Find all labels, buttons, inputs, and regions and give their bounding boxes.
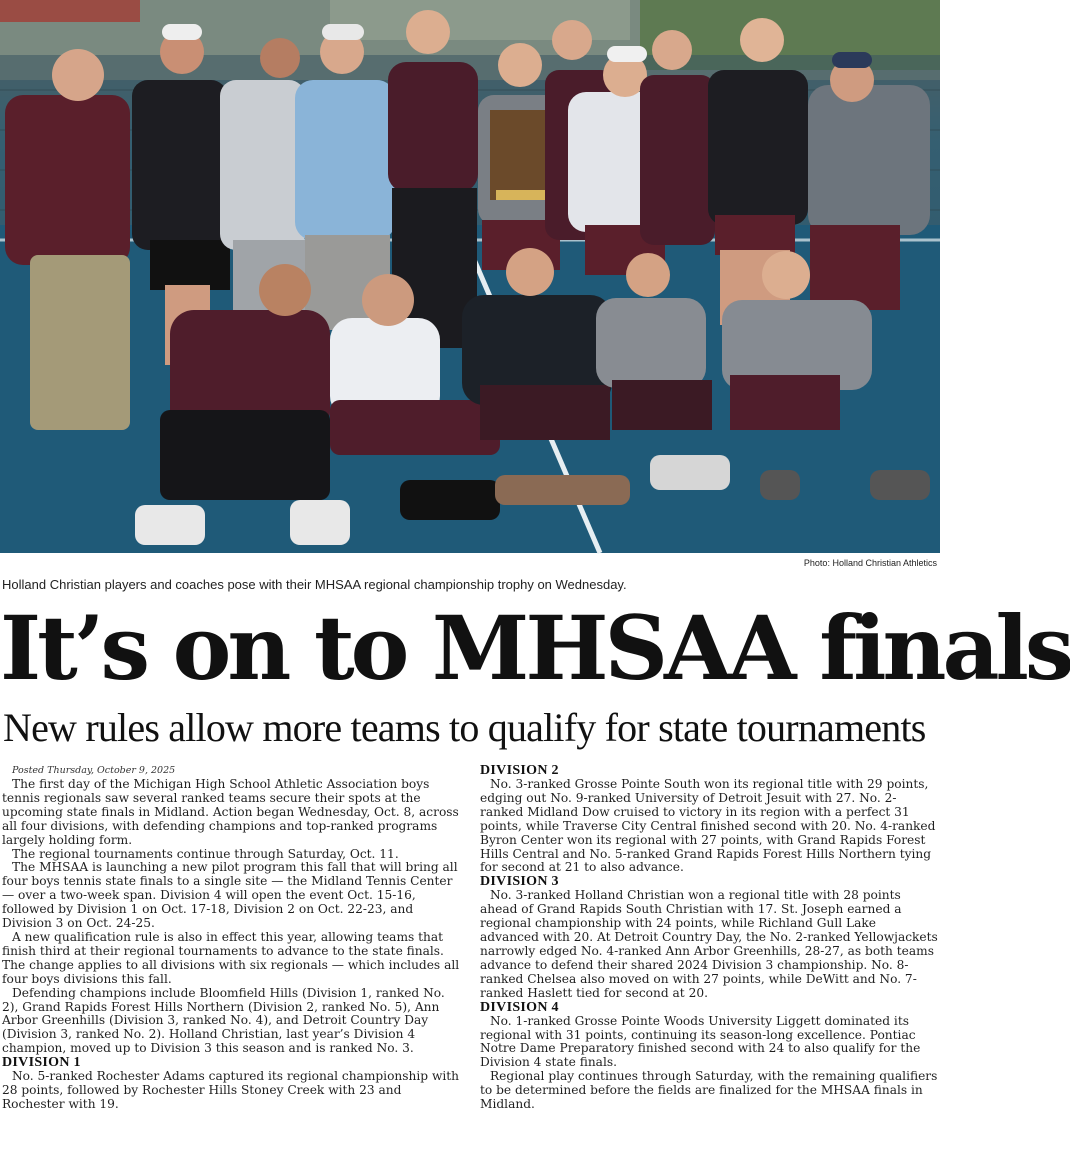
- article-paragraph: The MHSAA is launching a new pilot program this fall that will bring all four boys tennis state finals to a single site — the Midland Tennis Center — over a two-week span. Division 4 will open the event Oct. 15-16, followed by Division 1 on Oct. 17-18, Division 2 on Oct. 22-23, and Division 3 on Oct. 24-25.: [2, 860, 458, 931]
- closing-paragraph: Regional play continues through Saturday, with the remaining qualifiers to be determined before the fields are finalized for the MHSAA finals in Midland.: [480, 1069, 938, 1112]
- photo-caption: Holland Christian players and coaches pose with their MHSAA regional championship trophy on Wednesday.: [2, 577, 627, 592]
- division-1-text: No. 5-ranked Rochester Adams captured its regional championship with 28 points, followed by Rochester Hills Stoney Creek with 23 and Rochester with 19.: [2, 1069, 460, 1111]
- division-2-heading: DIVISION 2: [480, 763, 559, 778]
- article-paragraph: Defending champions include Bloomfield Hills (Division 1, ranked No. 2), Grand Rapids Forest Hills Northern (Division 2, ranked No. 5), Ann Arbor Greenhills (Division 3, ranked No. 4), and Detroit Country Day (Division 3, ranked No. 2). Holland Christian, last year’s Division 4 champion, moved up to Division 3 this season and is ranked No. 3.: [2, 985, 445, 1056]
- division-3-heading: DIVISION 3: [480, 874, 559, 890]
- division-2-text: No. 3-ranked Grosse Pointe South won its regional title with 29 points, edging out No. 9-ranked University of Detroit Jesuit with 27. No. 2-ranked Midland Dow cruised to victory in its region with a perfect 31 points, while Traverse City Central finished second with 20. No. 4-ranked Byron Center won its regional with 27 points, with Grand Rapids Forest Hills Central and No. 5-ranked Grand Rapids Forest Hills Northern tying for second at 21 to also advance.: [480, 777, 936, 875]
- article-paragraph: A new qualification rule is also in effect this year, allowing teams that finish third at their regional tournaments to advance to the state finals. The change applies to all divisions with six regionals — which includes all four boys divisions this fall.: [2, 929, 460, 986]
- division-4-text: No. 1-ranked Grosse Pointe Woods University Liggett dominated its regional with 31 points, continuing its season-long excellence. Pontiac Notre Dame Preparatory finished second with 24 to also qualify for the Division 4 state finals.: [480, 1013, 921, 1070]
- posted-date: Posted Thursday, October 9, 2025: [12, 765, 176, 776]
- division-1-heading: DIVISION 1: [2, 1055, 81, 1071]
- headline: It’s on to MHSAA finals: [0, 596, 1070, 700]
- division-4-heading: DIVISION 4: [480, 999, 559, 1015]
- article-paragraph: The regional tournaments continue through Saturday, Oct. 11.: [12, 846, 399, 861]
- subheadline: New rules allow more teams to qualify for state tournaments: [3, 705, 926, 750]
- article-column-right: [480, 764, 938, 1112]
- team-photo: [0, 0, 940, 553]
- article-column-left: [2, 764, 460, 1112]
- division-3-text: No. 3-ranked Holland Christian won a regional title with 28 points ahead of Grand Rapids South Christian with 17. St. Joseph earned a regional championship with 24 points, while Richland Gull Lake advanced with 20. At Detroit Country Day, the No. 2-ranked Yellowjackets narrowly edged No. 4-ranked Ann Arbor Greenhills, 28-27, as both teams advance to defend their shared 2024 Division 3 championship. No. 8-ranked Chelsea also moved on with 27 points, while DeWitt and No. 7-ranked Haslett tied for second at 20.: [480, 888, 938, 1000]
- team-photo-illustration: [0, 0, 940, 553]
- photo-credit: Photo: Holland Christian Athletics: [803, 558, 937, 568]
- article-paragraph: The first day of the Michigan High School Athletic Association boys tennis regionals saw several ranked teams secure their spots at the upcoming state finals in Midland. Action began Wednesday, Oct. 8, across all four divisions, with defending champions and top-ranked programs largely holding form.: [2, 777, 459, 847]
